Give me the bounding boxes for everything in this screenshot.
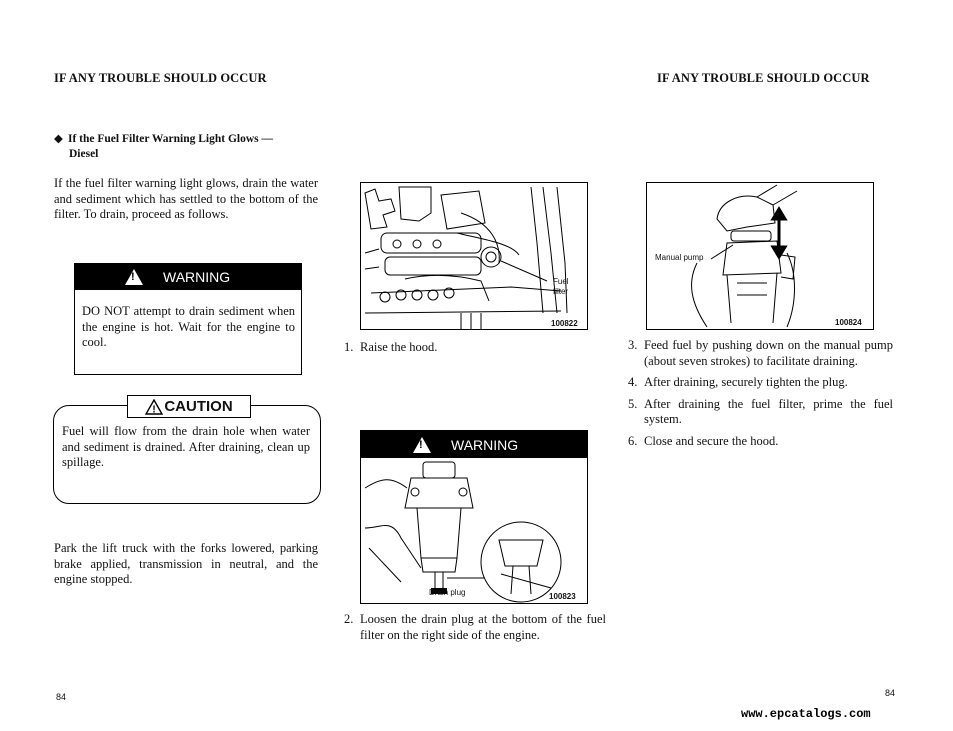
left-page-header: IF ANY TROUBLE SHOULD OCCUR <box>54 71 267 85</box>
drain-plug-illustration <box>361 458 587 603</box>
figure-number: 100824 <box>835 318 862 327</box>
caution-triangle-icon <box>145 399 163 415</box>
figure-number: 100823 <box>549 592 576 601</box>
caution-label: CAUTION <box>164 398 233 415</box>
right-steps <box>628 338 893 449</box>
watermark-url[interactable]: www.epcatalogs.com <box>741 707 871 721</box>
caution-header <box>127 395 251 418</box>
warning-figure <box>360 430 588 604</box>
caution-text: Fuel will flow from the drain hole when water and sediment is drained. After draining, clean up spillage. <box>62 424 310 469</box>
warning-box <box>74 263 302 375</box>
right-page-header: IF ANY TROUBLE SHOULD OCCUR <box>657 71 870 85</box>
step-1: 1. Raise the hood. <box>344 340 438 354</box>
warning-label: WARNING <box>163 269 231 285</box>
fuel-filter-label: Fuel filter <box>553 277 569 296</box>
diamond-bullet-icon: ◆ <box>54 133 63 145</box>
warning-figure-header <box>361 431 587 458</box>
left-page-number: 84 <box>56 692 67 702</box>
manual-pump-figure <box>646 182 874 330</box>
warning-header <box>75 264 301 290</box>
step-6: 6. Close and secure the hood. <box>628 433 779 448</box>
right-page-number: 84 <box>885 688 896 698</box>
step-3: 3. Feed fuel by pushing down on the manual pump (about seven strokes) to facilitate draining. <box>628 338 893 368</box>
engine-figure <box>360 182 588 330</box>
warning-triangle-icon: ! <box>413 437 431 453</box>
figure-number: 100822 <box>551 319 578 328</box>
drain-plug-label: Drain plug <box>429 588 466 597</box>
step-4: 4. After draining, securely tighten the plug. <box>628 375 848 389</box>
svg-text:!: ! <box>152 404 156 415</box>
section-title: ◆ If the Fuel Filter Warning Light Glows — Diesel <box>54 133 273 160</box>
engine-illustration <box>361 183 587 329</box>
step-5: 5. After draining the fuel filter, prime the fuel system. <box>628 396 893 426</box>
warning-text: DO NOT attempt to drain sediment when the engine is hot. Wait for the engine to cool. <box>82 304 295 349</box>
warning-triangle-icon: ! <box>125 269 143 285</box>
manual-pump-label: Manual pump <box>655 253 704 262</box>
intro-paragraph: If the fuel filter warning light glows, drain the water and sediment which has settled to the bottom of the filter. To drain, proceed as follows. <box>54 176 318 221</box>
warning-figure-label: WARNING <box>451 436 519 453</box>
step-2: 2. Loosen the drain plug at the bottom of the fuel filter on the right side of the engine. <box>344 612 606 642</box>
park-paragraph: Park the lift truck with the forks lowered, parking brake applied, transmission in neutral, and the engine stopped. <box>54 541 318 586</box>
